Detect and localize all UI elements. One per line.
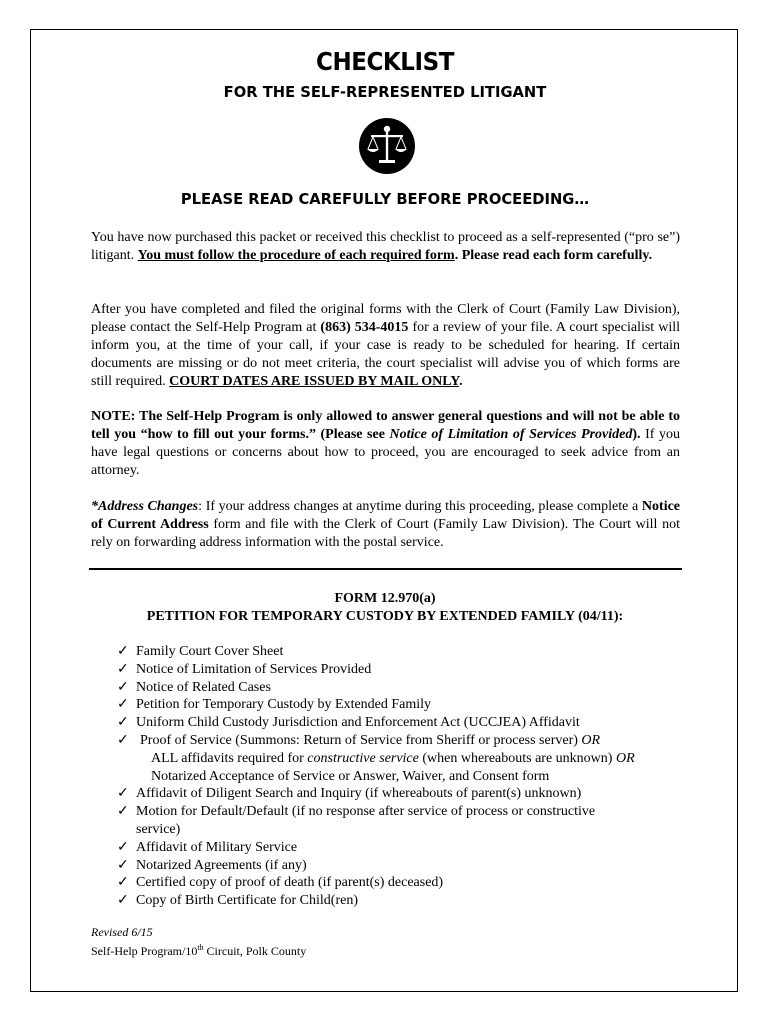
list-item: ✓ Petition for Temporary Custody by Extended Family xyxy=(117,697,432,713)
list-item: ✓ Affidavit of Military Service xyxy=(117,839,298,855)
section-heading: PLEASE READ CAREFULLY BEFORE PROCEEDING… xyxy=(180,190,590,208)
list-item: ✓ Notarized Agreements (if any) xyxy=(117,857,307,873)
check-icon: ✓ xyxy=(117,679,129,695)
program-credit: Self-Help Program/10th Circuit, Polk County xyxy=(91,943,307,958)
list-item: ✓ Motion for Default/Default (if no response after service of process or constructive xyxy=(117,804,596,820)
check-icon: ✓ xyxy=(117,875,129,891)
address-change-paragraph: *Address Changes: If your address changes at anytime during this proceeding, please complete a Notice of Current Address form and file with the Clerk of Court (Family Law Division). The Court will not rely on forwarding address information with the postal service. xyxy=(91,499,681,550)
list-item: ✓ Proof of Service (Summons: Return of Service from Sheriff or process server) OR xyxy=(117,732,601,748)
check-icon: ✓ xyxy=(117,893,129,909)
check-icon: ✓ xyxy=(117,732,129,748)
page-subtitle: FOR THE SELF-REPRESENTED LITIGANT xyxy=(223,83,547,101)
check-icon: ✓ xyxy=(117,697,129,713)
list-item: ✓ Affidavit of Diligent Search and Inquiry (if whereabouts of parent(s) unknown) xyxy=(117,786,582,802)
list-item-continuation: ALL affidavits required for constructive service (when whereabouts are unknown) OR xyxy=(151,750,635,766)
list-item: ✓ Copy of Birth Certificate for Child(ren) xyxy=(117,893,358,909)
list-item-continuation: Notarized Acceptance of Service or Answer, Waiver, and Consent form xyxy=(151,768,550,784)
contact-paragraph: After you have completed and filed the original forms with the Clerk of Court (Family Law Division), please contact the Self-Help Program at (863) 534-4015 for a review of your file. A court specialist will inform you, at the time of your call, if your case is ready to be scheduled for hearing. If certain documents are missing or do not meet criteria, the court specialist will advise you of which forms are still required. COURT DATES ARE ISSUED BY MAIL ONLY. xyxy=(91,302,680,389)
check-icon: ✓ xyxy=(117,839,129,855)
check-icon: ✓ xyxy=(117,804,129,820)
form-number: FORM 12.970(a) xyxy=(334,591,436,606)
required-forms-checklist xyxy=(117,643,635,910)
revision-date: Revised 6/15 xyxy=(91,925,153,939)
scales-of-justice-icon xyxy=(358,117,416,175)
list-item-continuation: service) xyxy=(136,821,181,837)
page-footer xyxy=(91,924,306,959)
page-title: CHECKLIST xyxy=(316,47,454,76)
list-item: ✓ Uniform Child Custody Jurisdiction and Enforcement Act (UCCJEA) Affidavit xyxy=(117,715,580,731)
form-title: PETITION FOR TEMPORARY CUSTODY BY EXTENDED FAMILY (04/11): xyxy=(146,609,624,624)
check-icon: ✓ xyxy=(117,715,129,731)
check-icon: ✓ xyxy=(117,786,129,802)
list-item: ✓ Notice of Limitation of Services Provided xyxy=(117,661,372,677)
section-divider xyxy=(89,568,682,570)
list-item: ✓ Certified copy of proof of death (if parent(s) deceased) xyxy=(117,875,444,891)
check-icon: ✓ xyxy=(117,644,129,659)
check-icon: ✓ xyxy=(117,661,129,677)
list-item: ✓ Family Court Cover Sheet xyxy=(117,644,284,659)
intro-paragraph: You have now purchased this packet or received this checklist to proceed as a self-represented (“pro se”) litigant. You must follow the procedure of each required form. Please read each form carefully. xyxy=(91,230,680,263)
check-icon: ✓ xyxy=(117,857,129,873)
list-item: ✓ Notice of Related Cases xyxy=(117,679,271,695)
note-paragraph: NOTE: The Self-Help Program is only allowed to answer general questions and will not be able to tell you “how to fill out your forms.” (Please see Notice of Limitation of Services Provided). If you have legal questions or concerns about how to proceed, you are encouraged to seek advice from an attorney. xyxy=(91,409,680,478)
